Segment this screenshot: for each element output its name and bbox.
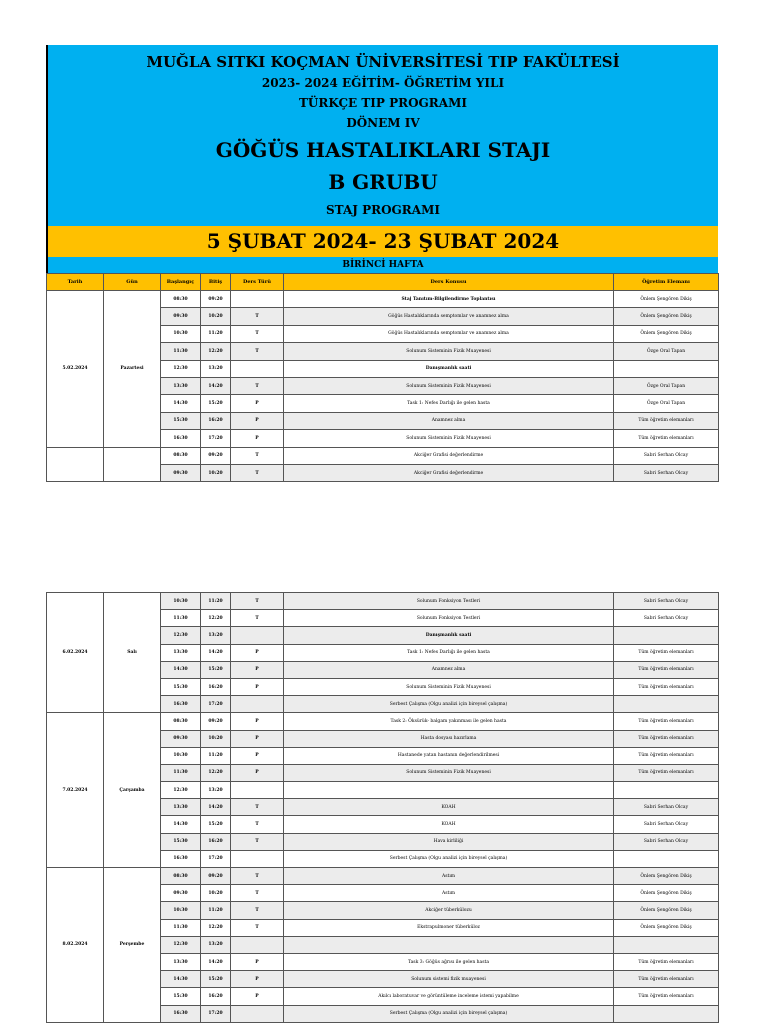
lesson-teacher: Tüm öğretim elemanları xyxy=(614,764,719,781)
end-time: 11:20 xyxy=(201,902,231,919)
table-row xyxy=(47,447,719,464)
start-time: 09:30 xyxy=(161,730,201,747)
end-time: 10:20 xyxy=(201,885,231,902)
start-time: 16:30 xyxy=(161,430,201,447)
lesson-type: P xyxy=(231,988,284,1005)
lesson-type: T xyxy=(231,816,284,833)
lesson-type: T xyxy=(231,343,284,360)
lesson-type xyxy=(231,782,284,799)
lesson-type xyxy=(231,627,284,644)
date-range: 5 ŞUBAT 2024- 23 ŞUBAT 2024 xyxy=(46,226,718,257)
start-time: 11:30 xyxy=(161,610,201,627)
start-time: 15:30 xyxy=(161,678,201,695)
lesson-type: P xyxy=(231,644,284,661)
lesson-teacher: Özge Oral Tapan xyxy=(614,343,719,360)
lesson-type: P xyxy=(231,730,284,747)
lesson-topic: Akciğer Grafisi değerlendirme xyxy=(284,447,614,464)
start-time: 09:30 xyxy=(161,308,201,325)
lesson-topic: Solunum Sisteminin Fizik Muayenesi xyxy=(284,343,614,360)
start-time: 14:30 xyxy=(161,661,201,678)
program-name: TÜRKÇE TIP PROGRAMI xyxy=(299,96,467,110)
lesson-topic: Hava kirliliği xyxy=(284,833,614,850)
term-name: DÖNEM IV xyxy=(346,116,420,130)
end-time: 15:20 xyxy=(201,971,231,988)
end-time: 17:20 xyxy=(201,430,231,447)
start-time: 11:30 xyxy=(161,919,201,936)
end-time: 16:20 xyxy=(201,678,231,695)
lesson-teacher: Özge Oral Tapan xyxy=(614,395,719,412)
lesson-teacher: Tüm öğretim elemanları xyxy=(614,988,719,1005)
lesson-teacher: Sabri Serhan Olcay xyxy=(614,816,719,833)
start-time: 14:30 xyxy=(161,971,201,988)
lesson-type: P xyxy=(231,953,284,970)
end-time: 17:20 xyxy=(201,1005,231,1022)
lesson-type: P xyxy=(231,412,284,429)
start-time: 16:30 xyxy=(161,1005,201,1022)
start-time: 10:30 xyxy=(161,593,201,610)
lesson-topic: Solunum Sisteminin Fizik Muayenesi xyxy=(284,377,614,394)
lesson-topic xyxy=(284,782,614,799)
lesson-topic: Task 3: Göğüs ağrısı ile gelen hasta xyxy=(284,953,614,970)
end-time: 11:20 xyxy=(201,747,231,764)
end-time: 17:20 xyxy=(201,696,231,713)
end-time: 12:20 xyxy=(201,764,231,781)
lesson-topic: Task 1: Nefes Darlığı ile gelen hasta xyxy=(284,644,614,661)
date-cell: 5.02.2024 xyxy=(47,291,104,448)
end-time: 09:20 xyxy=(201,713,231,730)
start-time: 08:30 xyxy=(161,447,201,464)
lesson-topic: Danışmanlık saati xyxy=(284,360,614,377)
lesson-teacher: Sabri Serhan Olcay xyxy=(614,833,719,850)
start-time: 15:30 xyxy=(161,833,201,850)
lesson-topic: Solunum Fonksiyon Testleri xyxy=(284,593,614,610)
lesson-type: T xyxy=(231,447,284,464)
end-time: 12:20 xyxy=(201,919,231,936)
end-time: 10:20 xyxy=(201,308,231,325)
lesson-teacher: Tüm öğretim elemanları xyxy=(614,747,719,764)
day-cell: Perşembe xyxy=(104,868,161,1023)
week-label: BİRİNCİ HAFTA xyxy=(46,257,718,273)
table-row xyxy=(47,868,719,885)
end-time: 14:20 xyxy=(201,377,231,394)
lesson-type xyxy=(231,696,284,713)
table-header-row xyxy=(47,274,719,291)
lesson-type: T xyxy=(231,593,284,610)
start-time: 16:30 xyxy=(161,850,201,867)
lesson-teacher: Tüm öğretim elemanları xyxy=(614,430,719,447)
day-cell: Çarşamba xyxy=(104,713,161,868)
lesson-topic: Task 1: Nefes Darlığı ile gelen hasta xyxy=(284,395,614,412)
lesson-topic: Solunum Sisteminin Fizik Muayenesi xyxy=(284,430,614,447)
lesson-topic: Staj Tanıtım-Bilgilendirme Toplantısı xyxy=(284,291,614,308)
end-time: 09:20 xyxy=(201,447,231,464)
lesson-topic: Anamnez alma xyxy=(284,661,614,678)
end-time: 14:20 xyxy=(201,644,231,661)
start-time: 13:30 xyxy=(161,644,201,661)
lesson-topic: Solunum Sisteminin Fizik Muayenesi xyxy=(284,764,614,781)
lesson-teacher: Tüm öğretim elemanları xyxy=(614,713,719,730)
end-time: 09:20 xyxy=(201,291,231,308)
end-time: 15:20 xyxy=(201,816,231,833)
end-time: 10:20 xyxy=(201,464,231,481)
day-cell: Salı xyxy=(104,593,161,713)
end-time: 16:20 xyxy=(201,988,231,1005)
lesson-topic: Serbest Çalışma (Olgu analizi için bireysel çalışma) xyxy=(284,850,614,867)
lesson-topic: Akciğer Grafisi değerlendirme xyxy=(284,464,614,481)
lesson-topic: Astım xyxy=(284,868,614,885)
lesson-teacher: Tüm öğretim elemanları xyxy=(614,678,719,695)
start-time: 13:30 xyxy=(161,953,201,970)
end-time: 11:20 xyxy=(201,325,231,342)
table-row xyxy=(47,593,719,610)
end-time: 12:20 xyxy=(201,610,231,627)
start-time: 08:30 xyxy=(161,291,201,308)
lesson-topic: Göğüs Hastalıklarında semptomlar ve anamnez alma xyxy=(284,325,614,342)
lesson-topic: Hasta dosyası hazırlama xyxy=(284,730,614,747)
start-time: 09:30 xyxy=(161,885,201,902)
lesson-topic: Solunum Sisteminin Fizik Muayenesi xyxy=(284,678,614,695)
end-time: 13:20 xyxy=(201,782,231,799)
end-time: 14:20 xyxy=(201,953,231,970)
start-time: 14:30 xyxy=(161,395,201,412)
start-time: 09:30 xyxy=(161,464,201,481)
start-time: 13:30 xyxy=(161,799,201,816)
lesson-type: T xyxy=(231,833,284,850)
lesson-type xyxy=(231,360,284,377)
lesson-teacher xyxy=(614,696,719,713)
lesson-type: T xyxy=(231,885,284,902)
lesson-teacher: Sabri Serhan Olcay xyxy=(614,799,719,816)
lesson-type: P xyxy=(231,747,284,764)
lesson-topic: Hastanede yatan hastanın değerlendirilmesi xyxy=(284,747,614,764)
lesson-type: P xyxy=(231,713,284,730)
start-time: 13:30 xyxy=(161,377,201,394)
col-header-start: Başlangıç xyxy=(161,274,201,291)
lesson-teacher xyxy=(614,1005,719,1022)
date-cell: 8.02.2024 xyxy=(47,868,104,1023)
date-cell: 6.02.2024 xyxy=(47,593,104,713)
start-time: 15:30 xyxy=(161,988,201,1005)
end-time: 13:20 xyxy=(201,360,231,377)
lesson-topic: Solunum sistemi fizik muayenesi xyxy=(284,971,614,988)
schedule-table-week1-part2 xyxy=(46,592,719,1023)
lesson-type: T xyxy=(231,902,284,919)
end-time: 16:20 xyxy=(201,833,231,850)
col-header-day: Gün xyxy=(104,274,161,291)
lesson-type: P xyxy=(231,661,284,678)
lesson-type: P xyxy=(231,395,284,412)
day-cell-continued xyxy=(104,447,161,482)
end-time: 14:20 xyxy=(201,799,231,816)
table-row xyxy=(47,713,719,730)
lesson-type: T xyxy=(231,325,284,342)
lesson-teacher xyxy=(614,360,719,377)
lesson-topic: Akciğer tüberkülozu xyxy=(284,902,614,919)
lesson-type: T xyxy=(231,464,284,481)
lesson-type: P xyxy=(231,971,284,988)
lesson-teacher: Tüm öğretim elemanları xyxy=(614,661,719,678)
end-time: 09:20 xyxy=(201,868,231,885)
lesson-teacher: Önlem Şengören Dikiş xyxy=(614,325,719,342)
academic-year: 2023- 2024 EĞİTİM- ÖĞRETİM YILI xyxy=(261,76,505,90)
col-header-date: Tarih xyxy=(47,274,104,291)
lesson-teacher: Tüm öğretim elemanları xyxy=(614,730,719,747)
lesson-type xyxy=(231,850,284,867)
lesson-topic: Serbest Çalışma (Olgu analizi için bireysel çalışma) xyxy=(284,1005,614,1022)
start-time: 12:30 xyxy=(161,627,201,644)
lesson-teacher: Önlem Şengören Dikiş xyxy=(614,919,719,936)
lesson-teacher: Önlem Şengören Dikiş xyxy=(614,902,719,919)
lesson-topic: Task 2: Öksürük- balgam yakınması ile gelen hasta xyxy=(284,713,614,730)
col-header-type: Ders Türü xyxy=(231,274,284,291)
lesson-topic: Astım xyxy=(284,885,614,902)
start-time: 12:30 xyxy=(161,782,201,799)
lesson-topic: Akılcı laboratuvar ve görüntüleme inceleme istemi yapabilme xyxy=(284,988,614,1005)
col-header-end: Bitiş xyxy=(201,274,231,291)
lesson-teacher: Önlem Şengören Dikiş xyxy=(614,868,719,885)
start-time: 12:30 xyxy=(161,936,201,953)
lesson-type xyxy=(231,936,284,953)
lesson-type: T xyxy=(231,868,284,885)
day-cell: Pazartesi xyxy=(104,291,161,448)
end-time: 17:20 xyxy=(201,850,231,867)
lesson-topic: Göğüs Hastalıklarında semptomlar ve anamnez alma xyxy=(284,308,614,325)
lesson-teacher: Önlem Şengören Dikiş xyxy=(614,291,719,308)
start-time: 16:30 xyxy=(161,696,201,713)
start-time: 11:30 xyxy=(161,764,201,781)
end-time: 13:20 xyxy=(201,627,231,644)
start-time: 10:30 xyxy=(161,902,201,919)
header-banner xyxy=(46,45,718,226)
lesson-teacher xyxy=(614,936,719,953)
lesson-topic: Ekstrapulmoner tüberküloz xyxy=(284,919,614,936)
lesson-teacher: Önlem Şengören Dikiş xyxy=(614,308,719,325)
end-time: 12:20 xyxy=(201,343,231,360)
lesson-teacher: Tüm öğretim elemanları xyxy=(614,953,719,970)
table-row xyxy=(47,291,719,308)
end-time: 15:20 xyxy=(201,661,231,678)
lesson-teacher xyxy=(614,782,719,799)
lesson-type: T xyxy=(231,799,284,816)
lesson-type: P xyxy=(231,430,284,447)
lesson-type: T xyxy=(231,308,284,325)
lesson-type xyxy=(231,291,284,308)
schedule-title: STAJ PROGRAMI xyxy=(326,203,440,217)
start-time: 11:30 xyxy=(161,343,201,360)
end-time: 16:20 xyxy=(201,412,231,429)
lesson-teacher: Önlem Şengören Dikiş xyxy=(614,885,719,902)
start-time: 08:30 xyxy=(161,713,201,730)
lesson-teacher: Sabri Serhan Olcay xyxy=(614,593,719,610)
lesson-topic: Danışmanlık saati xyxy=(284,627,614,644)
lesson-type: P xyxy=(231,764,284,781)
lesson-topic: Anamnez alma xyxy=(284,412,614,429)
lesson-topic: KOAH xyxy=(284,816,614,833)
lesson-type: T xyxy=(231,377,284,394)
lesson-type: P xyxy=(231,678,284,695)
lesson-teacher: Sabri Serhan Olcay xyxy=(614,464,719,481)
university-title: MUĞLA SITKI KOÇMAN ÜNİVERSİTESİ TIP FAKÜLTESİ xyxy=(146,53,620,71)
lesson-type: T xyxy=(231,610,284,627)
start-time: 14:30 xyxy=(161,816,201,833)
end-time: 15:20 xyxy=(201,395,231,412)
lesson-teacher xyxy=(614,850,719,867)
lesson-teacher xyxy=(614,627,719,644)
lesson-topic: Solunum Fonksiyon Testleri xyxy=(284,610,614,627)
start-time: 15:30 xyxy=(161,412,201,429)
end-time: 10:20 xyxy=(201,730,231,747)
schedule-table-week1-part1 xyxy=(46,273,719,482)
lesson-type: T xyxy=(231,919,284,936)
lesson-teacher: Tüm öğretim elemanları xyxy=(614,412,719,429)
lesson-teacher: Tüm öğretim elemanları xyxy=(614,644,719,661)
start-time: 10:30 xyxy=(161,747,201,764)
lesson-type xyxy=(231,1005,284,1022)
lesson-topic: KOAH xyxy=(284,799,614,816)
start-time: 10:30 xyxy=(161,325,201,342)
date-cell-continued xyxy=(47,447,104,482)
lesson-teacher: Sabri Serhan Olcay xyxy=(614,447,719,464)
col-header-teacher: Öğretim Elemanı xyxy=(614,274,719,291)
lesson-teacher: Özge Oral Tapan xyxy=(614,377,719,394)
start-time: 12:30 xyxy=(161,360,201,377)
start-time: 08:30 xyxy=(161,868,201,885)
end-time: 11:20 xyxy=(201,593,231,610)
internship-title: GÖĞÜS HASTALIKLARI STAJI xyxy=(215,138,551,162)
col-header-topic: Ders Konusu xyxy=(284,274,614,291)
lesson-teacher: Tüm öğretim elemanları xyxy=(614,971,719,988)
date-cell: 7.02.2024 xyxy=(47,713,104,868)
lesson-topic: Serbest Çalışma (Olgu analizi için bireysel çalışma) xyxy=(284,696,614,713)
lesson-teacher: Sabri Serhan Olcay xyxy=(614,610,719,627)
lesson-topic xyxy=(284,936,614,953)
end-time: 13:20 xyxy=(201,936,231,953)
group-name: B GRUBU xyxy=(328,170,438,194)
